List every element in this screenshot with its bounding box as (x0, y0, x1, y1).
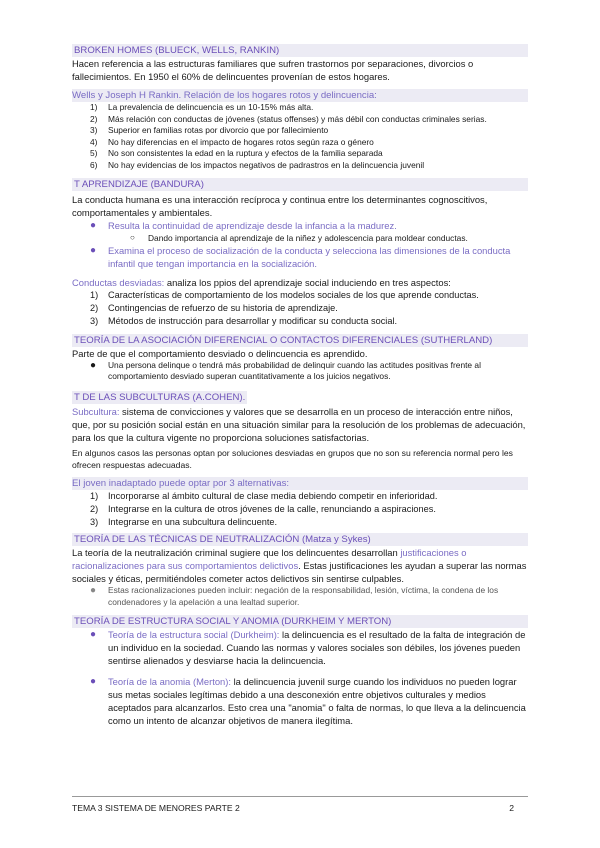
bullet-icon: ● (90, 675, 97, 687)
heading-subculturas: T DE LAS SUBCULTURAS (A.COHEN). (74, 392, 246, 404)
list-asociacion (72, 360, 528, 384)
list-item: ● Teoría de la anomia (Merton): la delincuencia juvenil surge cuando los individuos no pueden lograr sus metas sociales legítimas debido a una desconexión entre objetivos culturales y medios aceptados para alcanzarlos. Esto crea una "anomia" o falta de normas, lo que lleva a la delincuencia como un intento de alcanzar objetivos de manera ilegítima. (90, 675, 526, 726)
list-item: ● Una persona delinque o tendrá más probabilidad de delinquir cuando las actitudes positivas frente al comportamiento desviado superan cuantitativamente a los juicios negativos. (90, 359, 481, 382)
page-number: 2 (509, 803, 514, 813)
bullet-icon: ● (90, 219, 97, 231)
heading-broken-homes: BROKEN HOMES (BLUECK, WELLS, RANKIN) (72, 44, 528, 57)
list-aprendizaje (72, 219, 528, 232)
page-footer (72, 796, 528, 813)
list-item: 3) Superior en familias rotas por divorcio que por fallecimiento (90, 125, 329, 136)
heading-aprendizaje: T APRENDIZAJE (BANDURA) (72, 178, 528, 191)
list-item: ○ Dando importancia al aprendizaje de la niñez y adolescencia para moldear conductas. (130, 232, 468, 243)
bullet-icon: ● (90, 585, 97, 597)
list-alternativas (72, 490, 528, 529)
list-neutralizacion (72, 585, 528, 609)
list-item: 4) No hay diferencias en el impacto de hogares rotos según raza o género (90, 136, 374, 147)
bullet-icon: ● (90, 244, 97, 256)
heading-neutralizacion: TEORÍA DE LAS TÉCNICAS DE NEUTRALIZACIÓN (Matza y Sykes) (72, 533, 528, 546)
subheading-wells-rankin: Wells y Joseph H Rankin. Relación de los hogares rotos y delincuencia: (72, 89, 528, 102)
list-item: 5) No son consistentes la edad en la ruptura y efectos de la familia separada (90, 148, 383, 159)
list-item: ● Examina el proceso de socialización de la conducta y selecciona las dimensiones de la conducta infantil que tengan importancia en la socialización. (90, 244, 511, 269)
bullet-icon: ● (90, 359, 97, 371)
list-item: ● Estas racionalizaciones pueden incluir: negación de la responsabilidad, lesión, víctima, la condena de los condenadores y la apelación a una lealtad superior. (90, 585, 499, 607)
list-item: ● Teoría de la estructura social (Durkheim): la delincuencia es el resultado de la falta de integración de un individuo en la sociedad. Cuando las normas y valores sociales son débiles, los jóvenes pueden sentirse alienados y desviarse hacia la delincuencia. (90, 628, 526, 666)
paragraph-broken-homes: Hacen referencia a las estructuras familiares que sufren trastornos por separaciones, divorcios o fallecimientos. En 1950 el 60% de delincuentes provenían de estos hogares. (72, 58, 474, 82)
paragraph-asociacion: Parte de que el comportamiento desviado o delincuencia es aprendido. (72, 347, 368, 359)
list-item: 6) No hay evidencias de los impactos negativos de padrastros en la delincuencia juvenil (90, 159, 425, 170)
paragraph-soluciones: En algunos casos las personas optan por soluciones desviadas en grupos que no son su referencia normal pero les ofrecen respuestas adecuadas. (72, 448, 513, 471)
list-item: ● Resulta la continuidad de aprendizaje desde la infancia a la madurez. (90, 219, 397, 231)
list-item: 2) Más relación con conductas de jóvenes (status offenses) y más débil con conductas criminales serias. (90, 113, 487, 124)
list-aprendizaje-2 (72, 244, 528, 270)
bullet-icon: ● (90, 628, 97, 640)
document-page (72, 44, 528, 727)
paragraph-neutralizacion: La teoría de la neutralización criminal sugiere que los delincuentes desarrollan justificaciones o racionalizaciones para sus comportamientos delictivos. Estas justificaciones les ayudan a superar las normas sociales y éticas, permitiéndoles cometer actos delictivos sin sentirse culpables. (72, 547, 527, 585)
subheading-alternativas: El joven inadaptado puede optar por 3 alternativas: (72, 477, 528, 490)
circle-bullet-icon: ○ (130, 232, 135, 242)
sub-list-aprendizaje (72, 232, 528, 244)
list-item: 3) Integrarse en una subcultura delincuente. (90, 517, 278, 528)
paragraph-aprendizaje: La conducta humana es una interacción recíproca y continua entre los determinantes cognoscitivos, comportamentales y ambientales. (72, 193, 488, 218)
list-wells-rankin (72, 102, 528, 172)
footer-title: TEMA 3 SISTEMA DE MENORES PARTE 2 (72, 803, 240, 813)
list-item: 1) Incorporarse al ámbito cultural de clase media debiendo competir en inferioridad. (90, 491, 438, 502)
list-item: 1) Características de comportamiento de los modelos sociales de los que aprende conductas. (90, 289, 479, 300)
heading-asociacion-diferencial: TEORÍA DE LA ASOCIACIÓN DIFERENCIAL O CONTACTOS DIFERENCIALES (SUTHERLAND) (72, 334, 528, 347)
list-item: 1) La prevalencia de delincuencia es un 10-15% más alta. (90, 102, 314, 112)
paragraph-conductas-desviadas: Conductas desviadas: analiza los ppios del aprendizaje social induciendo en tres aspectos: (72, 276, 451, 288)
paragraph-subcultura: Subcultura: sistema de convicciones y valores que se desarrolla en un proceso de interacción entre niños, que, por su posición social están en una situación similar para la resolución de los problemas de adecuación, para los que la cultura vigente no proporciona soluciones satisfactorias. (72, 406, 526, 444)
list-item: 3) Métodos de instrucción para desarrollar y modificar su conducta social. (90, 315, 398, 326)
list-item: 2) Integrarse en la cultura de otros jóvenes de la calle, renunciando a aspiraciones. (90, 504, 436, 515)
list-item: 2) Contingencias de refuerzo de su historia de aprendizaje. (90, 302, 338, 313)
list-conductas-desviadas (72, 289, 528, 328)
heading-anomia: TEORÍA DE ESTRUCTURA SOCIAL Y ANOMIA (DURKHEIM Y MERTON) (72, 615, 528, 628)
list-anomia (72, 628, 528, 727)
